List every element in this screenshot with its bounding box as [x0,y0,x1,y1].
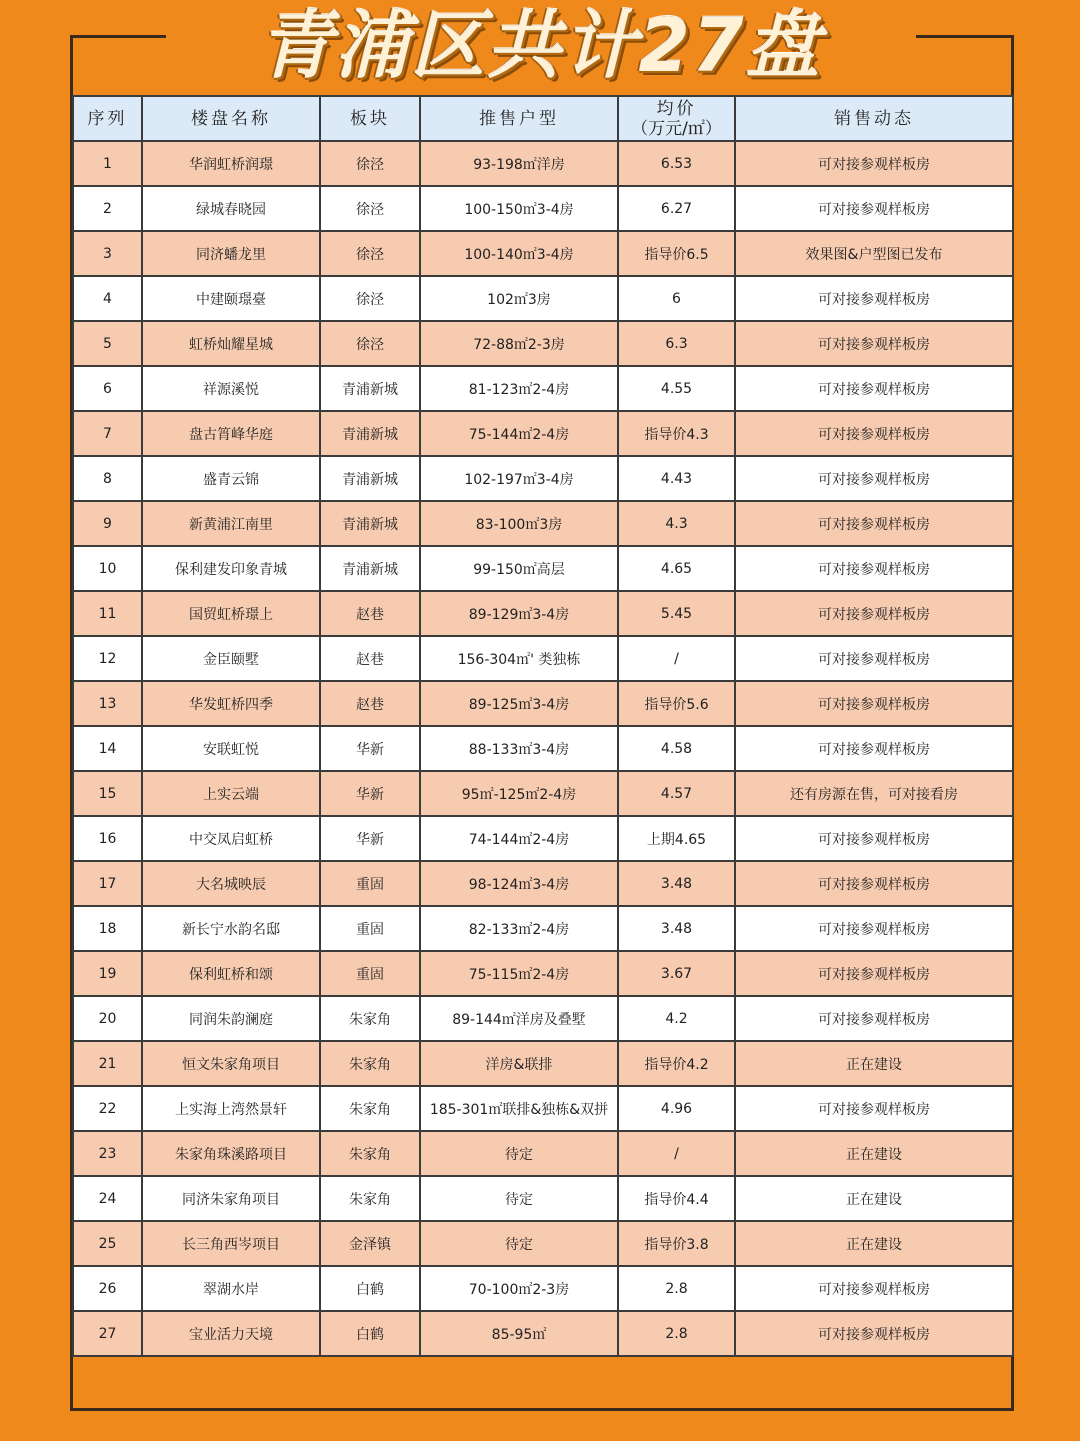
cell-price: 4.65 [618,546,735,591]
title-divider-right [916,35,1014,38]
table-row [73,1311,1013,1356]
cell-price: 6.53 [618,141,735,186]
cell-index: 24 [73,1176,142,1221]
cell-status: 可对接参观样板房 [735,861,1013,906]
cell-block: 白鹤 [320,1311,420,1356]
table-row [73,681,1013,726]
cell-status: 可对接参观样板房 [735,141,1013,186]
cell-block: 朱家角 [320,1041,420,1086]
cell-price: 指导价4.3 [618,411,735,456]
cell-status: 可对接参观样板房 [735,501,1013,546]
cell-type: 75-115㎡2-4房 [420,951,618,996]
cell-index: 8 [73,456,142,501]
cell-block: 华新 [320,726,420,771]
cell-name: 中交凤启虹桥 [142,816,320,861]
cell-status: 正在建设 [735,1176,1013,1221]
table-row [73,231,1013,276]
cell-type: 100-140㎡3-4房 [420,231,618,276]
cell-status: 可对接参观样板房 [735,276,1013,321]
property-table [72,95,1014,1357]
cell-type: 102-197㎡3-4房 [420,456,618,501]
cell-status: 正在建设 [735,1041,1013,1086]
cell-index: 27 [73,1311,142,1356]
cell-status: 可对接参观样板房 [735,456,1013,501]
cell-index: 14 [73,726,142,771]
cell-status: 可对接参观样板房 [735,1311,1013,1356]
cell-name: 同济朱家角项目 [142,1176,320,1221]
cell-price: 4.57 [618,771,735,816]
cell-status: 可对接参观样板房 [735,726,1013,771]
cell-block: 青浦新城 [320,456,420,501]
cell-name: 华润虹桥润璟 [142,141,320,186]
cell-index: 6 [73,366,142,411]
table-header-row [73,96,1013,141]
cell-status: 可对接参观样板房 [735,1086,1013,1131]
table-row [73,951,1013,996]
cell-price: 5.45 [618,591,735,636]
table-row [73,726,1013,771]
cell-name: 华发虹桥四季 [142,681,320,726]
cell-block: 朱家角 [320,1086,420,1131]
cell-block: 金泽镇 [320,1221,420,1266]
cell-block: 赵巷 [320,591,420,636]
cell-name: 长三角西岑项目 [142,1221,320,1266]
cell-block: 徐泾 [320,321,420,366]
cell-price: 指导价5.6 [618,681,735,726]
cell-type: 100-150㎡3-4房 [420,186,618,231]
cell-type: 98-124㎡3-4房 [420,861,618,906]
cell-type: 81-123㎡2-4房 [420,366,618,411]
cell-name: 翠湖水岸 [142,1266,320,1311]
table-row [73,1041,1013,1086]
table-row [73,456,1013,501]
table-row [73,411,1013,456]
cell-price: 指导价4.2 [618,1041,735,1086]
cell-index: 1 [73,141,142,186]
cell-name: 恒文朱家角项目 [142,1041,320,1086]
cell-status: 正在建设 [735,1131,1013,1176]
cell-name: 盛青云锦 [142,456,320,501]
cell-name: 宝业活力天境 [142,1311,320,1356]
cell-name: 新长宁水韵名邸 [142,906,320,951]
cell-price: 3.67 [618,951,735,996]
cell-block: 白鹤 [320,1266,420,1311]
table-row [73,636,1013,681]
cell-index: 25 [73,1221,142,1266]
cell-index: 15 [73,771,142,816]
cell-price: 指导价6.5 [618,231,735,276]
cell-price: 6.27 [618,186,735,231]
cell-block: 徐泾 [320,231,420,276]
cell-status: 可对接参观样板房 [735,1266,1013,1311]
header-status: 销售动态 [735,96,1013,141]
header-price [618,96,735,141]
cell-name: 绿城春晓园 [142,186,320,231]
table-row [73,861,1013,906]
cell-block: 青浦新城 [320,546,420,591]
cell-status: 可对接参观样板房 [735,951,1013,996]
cell-block: 徐泾 [320,186,420,231]
cell-block: 朱家角 [320,1131,420,1176]
cell-index: 23 [73,1131,142,1176]
cell-price: 4.55 [618,366,735,411]
cell-block: 华新 [320,771,420,816]
header-block: 板块 [320,96,420,141]
cell-type: 156-304㎡' 类独栋 [420,636,618,681]
cell-name: 新黄浦江南里 [142,501,320,546]
cell-status: 可对接参观样板房 [735,681,1013,726]
table-row [73,771,1013,816]
cell-price: / [618,636,735,681]
cell-name: 国贸虹桥璟上 [142,591,320,636]
cell-price: 6 [618,276,735,321]
cell-name: 上实海上湾然景轩 [142,1086,320,1131]
cell-price: 4.2 [618,996,735,1041]
cell-index: 21 [73,1041,142,1086]
cell-index: 3 [73,231,142,276]
cell-price: 3.48 [618,861,735,906]
cell-price: 4.58 [618,726,735,771]
cell-name: 保利虹桥和颂 [142,951,320,996]
cell-type: 75-144㎡2-4房 [420,411,618,456]
cell-block: 重固 [320,861,420,906]
table-row [73,1131,1013,1176]
cell-index: 12 [73,636,142,681]
title-divider-left [70,35,166,38]
header-index: 序列 [73,96,142,141]
cell-type: 洋房&联排 [420,1041,618,1086]
table-row [73,186,1013,231]
cell-type: 待定 [420,1176,618,1221]
table-row [73,1086,1013,1131]
cell-price: 指导价3.8 [618,1221,735,1266]
cell-block: 青浦新城 [320,411,420,456]
cell-block: 青浦新城 [320,366,420,411]
header-price-line2: （万元/㎡） [631,118,722,139]
cell-type: 93-198㎡洋房 [420,141,618,186]
cell-type: 89-125㎡3-4房 [420,681,618,726]
cell-block: 徐泾 [320,276,420,321]
table-row [73,906,1013,951]
cell-name: 朱家角珠溪路项目 [142,1131,320,1176]
cell-name: 祥源溪悦 [142,366,320,411]
cell-name: 金臣颐墅 [142,636,320,681]
cell-index: 16 [73,816,142,861]
cell-name: 上实云端 [142,771,320,816]
cell-type: 74-144㎡2-4房 [420,816,618,861]
cell-block: 朱家角 [320,996,420,1041]
cell-type: 88-133㎡3-4房 [420,726,618,771]
table-row [73,591,1013,636]
table-row [73,996,1013,1041]
cell-price: 指导价4.4 [618,1176,735,1221]
table-row [73,1176,1013,1221]
cell-type: 102㎡3房 [420,276,618,321]
cell-price: 2.8 [618,1266,735,1311]
cell-name: 同润朱韵澜庭 [142,996,320,1041]
cell-status: 可对接参观样板房 [735,591,1013,636]
cell-block: 徐泾 [320,141,420,186]
cell-index: 19 [73,951,142,996]
cell-type: 82-133㎡2-4房 [420,906,618,951]
cell-type: 72-88㎡2-3房 [420,321,618,366]
cell-block: 朱家角 [320,1176,420,1221]
cell-index: 5 [73,321,142,366]
cell-status: 可对接参观样板房 [735,546,1013,591]
cell-type: 89-129㎡3-4房 [420,591,618,636]
cell-status: 可对接参观样板房 [735,906,1013,951]
cell-type: 待定 [420,1131,618,1176]
cell-price: 3.48 [618,906,735,951]
cell-type: 89-144㎡洋房及叠墅 [420,996,618,1041]
cell-name: 中建颐璟臺 [142,276,320,321]
table-row [73,501,1013,546]
cell-status: 可对接参观样板房 [735,816,1013,861]
header-name: 楼盘名称 [142,96,320,141]
cell-price: 6.3 [618,321,735,366]
cell-status: 可对接参观样板房 [735,411,1013,456]
cell-index: 20 [73,996,142,1041]
cell-index: 10 [73,546,142,591]
table-row [73,141,1013,186]
table-row [73,816,1013,861]
cell-index: 11 [73,591,142,636]
cell-price: 4.3 [618,501,735,546]
table-row [73,546,1013,591]
page-title: 青浦区共计27盘 [258,3,822,89]
header-type: 推售户型 [420,96,618,141]
table-row [73,276,1013,321]
cell-type: 70-100㎡2-3房 [420,1266,618,1311]
cell-index: 9 [73,501,142,546]
cell-index: 17 [73,861,142,906]
cell-block: 赵巷 [320,636,420,681]
cell-block: 重固 [320,906,420,951]
cell-status: 正在建设 [735,1221,1013,1266]
cell-index: 2 [73,186,142,231]
cell-type: 185-301㎡联排&独栋&双拼 [420,1086,618,1131]
cell-block: 重固 [320,951,420,996]
cell-status: 还有房源在售，可对接看房 [735,771,1013,816]
cell-block: 华新 [320,816,420,861]
cell-status: 可对接参观样板房 [735,186,1013,231]
cell-price: / [618,1131,735,1176]
cell-name: 盘古筲峰华庭 [142,411,320,456]
cell-status: 可对接参观样板房 [735,321,1013,366]
cell-index: 18 [73,906,142,951]
table-row [73,1221,1013,1266]
cell-price: 4.43 [618,456,735,501]
cell-type: 待定 [420,1221,618,1266]
cell-type: 95㎡-125㎡2-4房 [420,771,618,816]
cell-price: 上期4.65 [618,816,735,861]
cell-name: 同济蟠龙里 [142,231,320,276]
cell-index: 7 [73,411,142,456]
cell-status: 可对接参观样板房 [735,636,1013,681]
cell-type: 83-100㎡3房 [420,501,618,546]
table-row [73,366,1013,411]
cell-status: 可对接参观样板房 [735,366,1013,411]
cell-index: 22 [73,1086,142,1131]
cell-type: 85-95㎡ [420,1311,618,1356]
header-price-line1: 均价 [656,98,697,119]
cell-index: 4 [73,276,142,321]
cell-type: 99-150㎡高层 [420,546,618,591]
cell-price: 4.96 [618,1086,735,1131]
cell-status: 可对接参观样板房 [735,996,1013,1041]
table-row [73,321,1013,366]
cell-name: 虹桥灿耀星城 [142,321,320,366]
cell-block: 赵巷 [320,681,420,726]
cell-index: 13 [73,681,142,726]
cell-name: 安联虹悦 [142,726,320,771]
cell-index: 26 [73,1266,142,1311]
cell-price: 2.8 [618,1311,735,1356]
cell-name: 大名城映辰 [142,861,320,906]
cell-block: 青浦新城 [320,501,420,546]
cell-status: 效果图&户型图已发布 [735,231,1013,276]
table-row [73,1266,1013,1311]
cell-name: 保利建发印象青城 [142,546,320,591]
